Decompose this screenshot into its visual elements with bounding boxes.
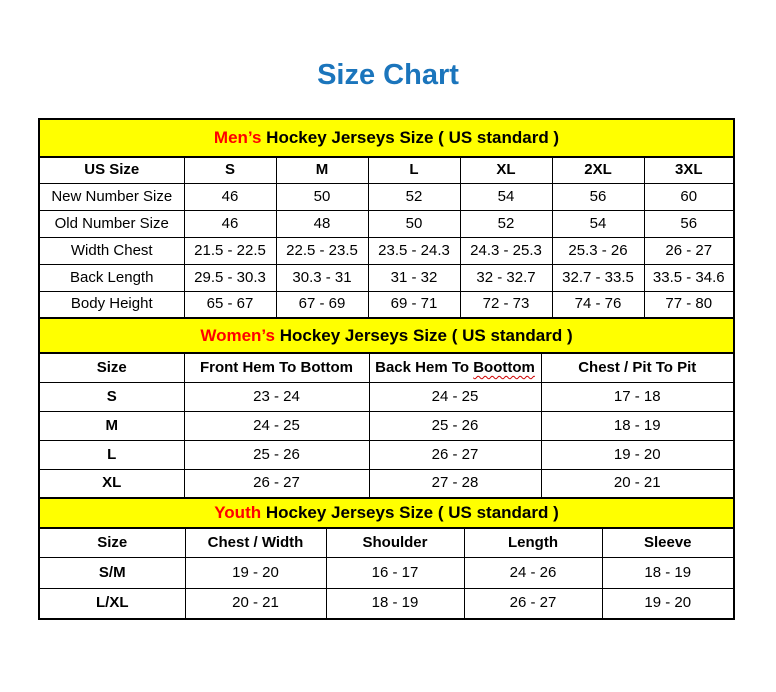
row-label: Width Chest: [39, 237, 184, 264]
table-cell: 25.3 - 26: [552, 237, 644, 264]
womens-heading-rest: Hockey Jerseys Size ( US standard ): [274, 326, 573, 346]
column-header: L: [368, 157, 460, 183]
table-cell: 26 - 27: [369, 440, 541, 469]
youth-section-heading: [38, 497, 735, 529]
mens-header-row: [39, 157, 734, 183]
table-cell: 50: [276, 183, 368, 210]
table-cell: 20 - 21: [541, 469, 734, 498]
table-cell: 24.3 - 25.3: [460, 237, 552, 264]
column-header: [369, 353, 541, 382]
table-cell: 31 - 32: [368, 264, 460, 291]
table-cell: 32.7 - 33.5: [552, 264, 644, 291]
table-cell: 18 - 19: [326, 588, 464, 619]
row-label: L/XL: [39, 588, 185, 619]
column-header: M: [276, 157, 368, 183]
table-row: [39, 557, 734, 588]
youth-size-table: [38, 527, 735, 620]
table-cell: 30.3 - 31: [276, 264, 368, 291]
table-cell: 52: [368, 183, 460, 210]
table-cell: 19 - 20: [541, 440, 734, 469]
table-cell: 46: [184, 183, 276, 210]
youth-heading-rest: Hockey Jerseys Size ( US standard ): [261, 503, 559, 523]
table-cell: 24 - 26: [464, 557, 602, 588]
table-cell: 46: [184, 210, 276, 237]
column-header: Length: [464, 528, 602, 557]
table-cell: 21.5 - 22.5: [184, 237, 276, 264]
mens-heading-rest: Hockey Jerseys Size ( US standard ): [261, 128, 560, 148]
row-label: S: [39, 382, 184, 411]
page-title: Size Chart: [317, 59, 459, 91]
row-label: Body Height: [39, 291, 184, 318]
table-row: [39, 588, 734, 619]
table-cell: 20 - 21: [185, 588, 326, 619]
table-cell: 56: [644, 210, 734, 237]
table-row: [39, 264, 734, 291]
table-cell: 54: [460, 183, 552, 210]
table-cell: 72 - 73: [460, 291, 552, 318]
table-row: [39, 291, 734, 318]
table-cell: 74 - 76: [552, 291, 644, 318]
table-cell: 27 - 28: [369, 469, 541, 498]
column-header: 3XL: [644, 157, 734, 183]
table-cell: 26 - 27: [644, 237, 734, 264]
table-cell: 65 - 67: [184, 291, 276, 318]
table-cell: 50: [368, 210, 460, 237]
womens-heading-highlight: Women’s: [200, 326, 275, 346]
column-header: Shoulder: [326, 528, 464, 557]
row-label: New Number Size: [39, 183, 184, 210]
table-row: [39, 237, 734, 264]
youth-header-row: [39, 528, 734, 557]
column-header: US Size: [39, 157, 184, 183]
table-cell: 26 - 27: [184, 469, 369, 498]
row-label: M: [39, 411, 184, 440]
table-cell: 54: [552, 210, 644, 237]
table-cell: 17 - 18: [541, 382, 734, 411]
table-cell: 24 - 25: [369, 382, 541, 411]
table-cell: 25 - 26: [184, 440, 369, 469]
table-cell: 52: [460, 210, 552, 237]
column-header: Front Hem To Bottom: [184, 353, 369, 382]
column-header-text: Back Hem To: [375, 358, 474, 376]
table-cell: 26 - 27: [464, 588, 602, 619]
table-cell: 69 - 71: [368, 291, 460, 318]
table-cell: 19 - 20: [185, 557, 326, 588]
table-cell: 18 - 19: [541, 411, 734, 440]
table-cell: 19 - 20: [602, 588, 734, 619]
row-label: L: [39, 440, 184, 469]
row-label: S/M: [39, 557, 185, 588]
misspelled-word: Boottom: [473, 358, 535, 376]
womens-header-row: [39, 353, 734, 382]
table-cell: 24 - 25: [184, 411, 369, 440]
table-row: [39, 183, 734, 210]
table-row: [39, 469, 734, 498]
table-cell: 56: [552, 183, 644, 210]
row-label: XL: [39, 469, 184, 498]
size-chart-tables: [38, 118, 735, 620]
table-cell: 48: [276, 210, 368, 237]
row-label: Old Number Size: [39, 210, 184, 237]
column-header: Size: [39, 353, 184, 382]
womens-section-heading: [38, 317, 735, 354]
table-cell: 23 - 24: [184, 382, 369, 411]
table-cell: 60: [644, 183, 734, 210]
column-header: Sleeve: [602, 528, 734, 557]
youth-heading-highlight: Youth: [214, 503, 262, 523]
table-row: [39, 440, 734, 469]
mens-heading-highlight: Men’s: [213, 128, 262, 148]
table-cell: 67 - 69: [276, 291, 368, 318]
mens-size-table: [38, 156, 735, 319]
table-cell: 29.5 - 30.3: [184, 264, 276, 291]
table-row: [39, 210, 734, 237]
mens-section-heading: [38, 118, 735, 158]
table-cell: 22.5 - 23.5: [276, 237, 368, 264]
table-cell: 77 - 80: [644, 291, 734, 318]
table-cell: 18 - 19: [602, 557, 734, 588]
table-cell: 33.5 - 34.6: [644, 264, 734, 291]
column-header: Chest / Pit To Pit: [541, 353, 734, 382]
column-header: XL: [460, 157, 552, 183]
table-row: [39, 382, 734, 411]
table-cell: 32 - 32.7: [460, 264, 552, 291]
column-header: S: [184, 157, 276, 183]
table-cell: 25 - 26: [369, 411, 541, 440]
table-row: [39, 411, 734, 440]
column-header: Size: [39, 528, 185, 557]
column-header: Chest / Width: [185, 528, 326, 557]
table-cell: 16 - 17: [326, 557, 464, 588]
column-header: 2XL: [552, 157, 644, 183]
womens-size-table: [38, 352, 735, 499]
table-cell: 23.5 - 24.3: [368, 237, 460, 264]
row-label: Back Length: [39, 264, 184, 291]
